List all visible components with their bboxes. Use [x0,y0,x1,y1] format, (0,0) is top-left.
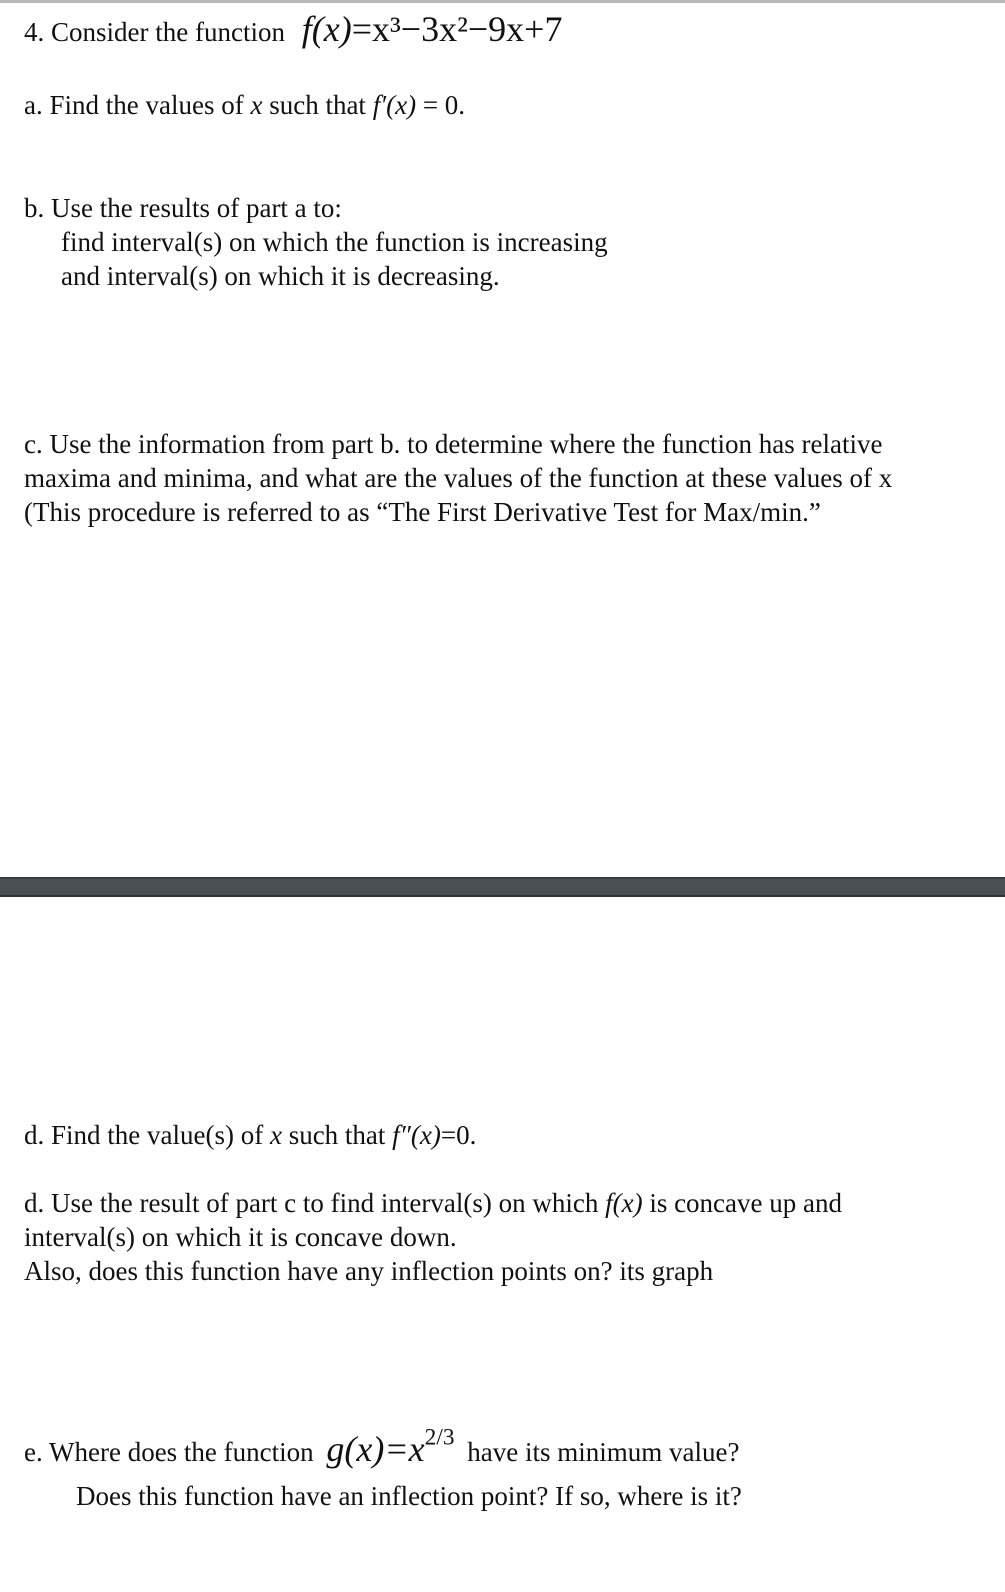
part-d2-prefix: d. Use the result of part c to find interval(s) on which [24,1188,599,1218]
part-e-line-1 [24,1424,740,1469]
part-a-derivative: f′(x) [372,90,417,120]
part-e-prefix: e. Where does the function [24,1437,314,1467]
part-a-variable: x [250,90,263,120]
function-g-exponent: 2/3 [424,1424,455,1451]
part-b-line-3: and interval(s) on which it is decreasing. [61,261,500,291]
part-d-variable: x [269,1120,282,1150]
question-4-intro: 4. Consider the function [24,17,285,47]
page-top-border [0,0,1005,3]
function-g-name: g(x) [326,1429,385,1469]
part-e-suffix: have its minimum value? [467,1437,740,1467]
part-e-line-2: Does this function have an inflection point? If so, where is it? [76,1481,742,1511]
part-d-second-line-2: interval(s) on which it is concave down. [24,1222,457,1252]
part-b-line-2: find interval(s) on which the function is increasing [61,227,608,257]
function-g-expression [326,1424,455,1469]
part-d-second-line-1 [24,1186,842,1220]
function-g-base: =x [384,1429,425,1469]
function-f-definition: =x³−3x²−9x+7 [351,9,563,49]
question-4-heading [24,9,563,49]
part-c-line-2: maxima and minima, and what are the values of the function at these values of x [24,463,893,493]
part-d-prefix: d. Find the value(s) of [24,1120,264,1150]
part-c-line-3: (This procedure is referred to as “The First Derivative Test for Max/min.” [24,497,821,527]
page-break-divider [0,877,1005,897]
part-b-line-1: b. Use the results of part a to: [24,193,342,223]
part-a-prefix: a. Find the values of [24,90,244,120]
part-a-suffix: = 0. [422,90,466,120]
part-d2-suffix: is concave up and [649,1188,842,1218]
part-d2-function: f(x) [605,1188,643,1218]
part-d-second-derivative: f″(x) [392,1120,441,1150]
part-a [24,88,465,122]
part-c-line-1: c. Use the information from part b. to determine where the function has relative [24,429,883,459]
part-d-first [24,1118,476,1152]
part-d-suffix: =0. [440,1120,477,1150]
part-a-middle: such that [269,90,366,120]
function-f-name: f(x) [301,9,352,49]
part-d-middle: such that [288,1120,386,1150]
part-d-second-line-3: Also, does this function have any inflection points on? its graph [24,1256,714,1286]
